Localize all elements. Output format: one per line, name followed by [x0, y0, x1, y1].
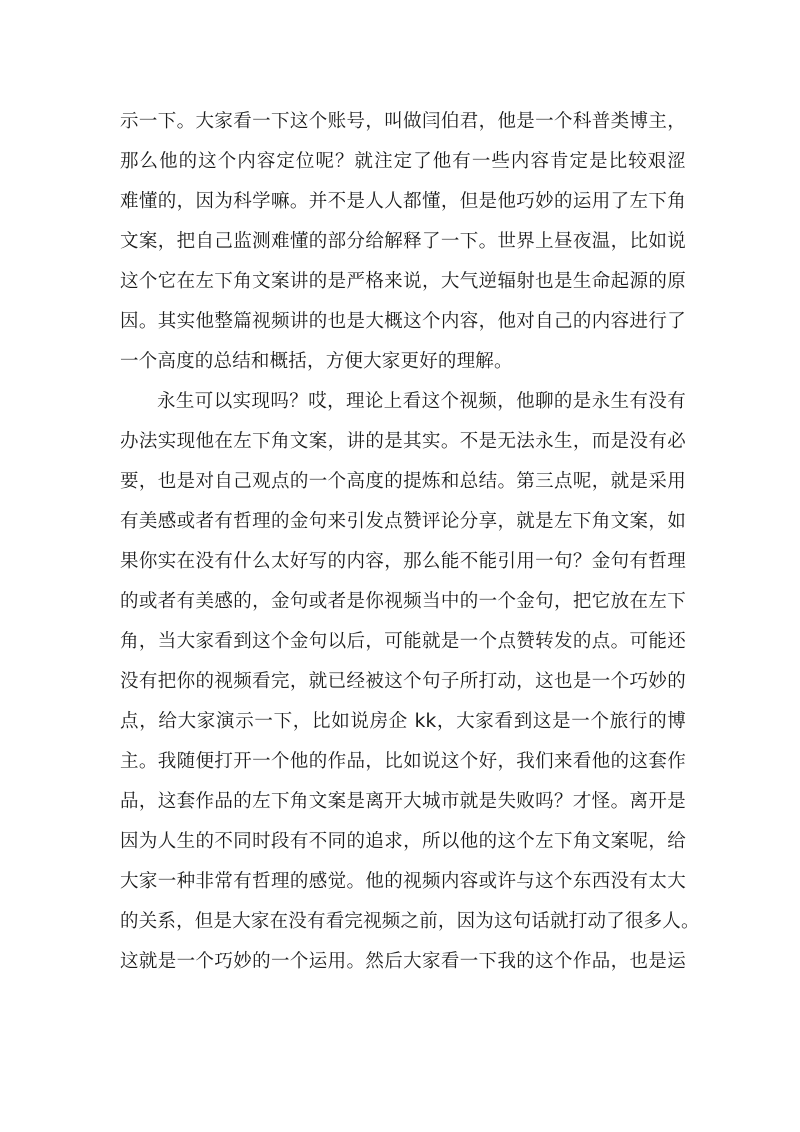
text-line: 因。其实他整篇视频讲的也是大概这个内容，他对自己的内容进行了: [120, 311, 686, 332]
text-line: 大家一种非常有哲理的感觉。他的视频内容或许与这个东西没有太大: [120, 871, 686, 892]
text-line: 的或者有美感的，金句或者是你视频当中的一个金句，把它放在左下: [120, 591, 686, 612]
text-line: 这个它在左下角文案讲的是严格来说，大气逆辐射也是生命起源的原: [120, 271, 686, 292]
text-line: 有美感或者有哲理的金句来引发点赞评论分享，就是左下角文案，如: [120, 511, 686, 532]
text-line: 示一下。大家看一下这个账号，叫做闫伯君，他是一个科普类博主，: [120, 111, 686, 132]
text-line: 文案，把自己监测难懂的部分给解释了一下。世界上昼夜温，比如说: [120, 231, 686, 252]
paragraph-1: [120, 102, 686, 382]
document-page: [120, 102, 700, 982]
text-line: 办法实现他在左下角文案，讲的是其实。不是无法永生，而是没有必: [120, 431, 686, 452]
text-line: 果你实在没有什么太好写的内容，那么能不能引用一句？金句有哲理: [120, 551, 686, 572]
text-line: 这就是一个巧妙的一个运用。然后大家看一下我的这个作品，也是运: [120, 951, 686, 972]
text-line: 点，给大家演示一下，比如说房企 kk，大家看到这是一个旅行的博: [120, 711, 686, 732]
text-line: 主。我随便打开一个他的作品，比如说这个好，我们来看他的这套作: [120, 751, 686, 772]
text-line: 永生可以实现吗？哎，理论上看这个视频，他聊的是永生有没有: [157, 391, 686, 412]
text-line: 品，这套作品的左下角文案是离开大城市就是失败吗？才怪。离开是: [120, 791, 686, 812]
text-line: 难懂的，因为科学嘛。并不是人人都懂，但是他巧妙的运用了左下角: [120, 191, 686, 212]
text-line: 要，也是对自己观点的一个高度的提炼和总结。第三点呢，就是采用: [120, 471, 686, 492]
text-line: 那么他的这个内容定位呢？就注定了他有一些内容肯定是比较艰涩: [120, 151, 686, 172]
paragraph-2: [120, 382, 700, 982]
text-line: 的关系，但是大家在没有看完视频之前，因为这句话就打动了很多人。: [120, 911, 700, 932]
text-line: 一个高度的总结和概括，方便大家更好的理解。: [120, 351, 513, 372]
text-line: 没有把你的视频看完，就已经被这个句子所打动，这也是一个巧妙的: [120, 671, 686, 692]
text-line: 因为人生的不同时段有不同的追求，所以他的这个左下角文案呢，给: [120, 831, 686, 852]
text-line: 角，当大家看到这个金句以后，可能就是一个点赞转发的点。可能还: [120, 631, 686, 652]
